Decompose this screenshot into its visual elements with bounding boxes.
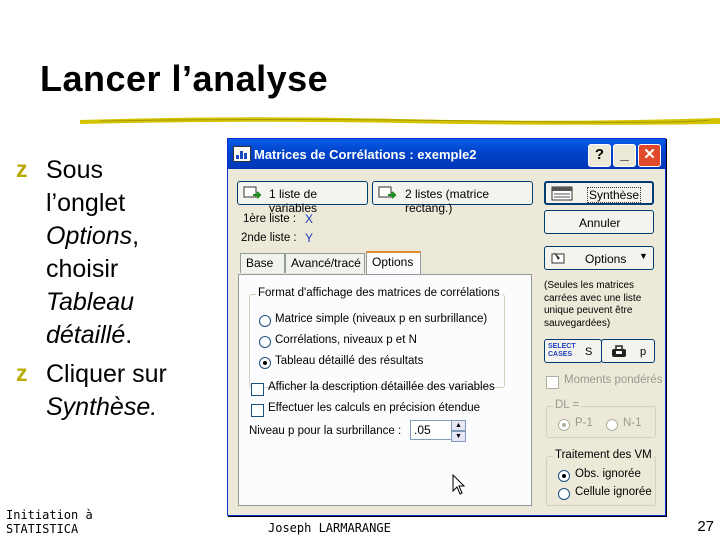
radio-dl-p1[interactable] (558, 419, 570, 431)
select-cases-button[interactable] (544, 339, 602, 363)
save-note-line-1: (Seules les matrices (544, 280, 635, 291)
radio-obs-ignoree[interactable] (558, 470, 570, 482)
bullet-1-line-2: l’onglet (46, 189, 126, 217)
radio-dl-n1[interactable] (606, 419, 618, 431)
summary-icon (551, 186, 573, 201)
save-note (544, 280, 662, 330)
select-cases-s-label: S (585, 346, 593, 358)
checkbox-precision[interactable] (251, 404, 264, 417)
two-lists-button[interactable] (372, 181, 533, 215)
variables-icon (378, 186, 396, 200)
radio-matrice-simple-label: Matrice simple (niveaux p en surbrillance) (275, 313, 488, 325)
checkbox-moments[interactable] (546, 376, 559, 389)
vm-group-title: Traitement des VM (555, 449, 652, 461)
options-tab-panel (238, 274, 532, 506)
minimize-button[interactable]: _ (613, 144, 636, 167)
chart-app-icon (233, 146, 251, 162)
weight-p-label: p (640, 346, 647, 358)
level-label: Niveau p pour la surbrillance : (249, 425, 402, 437)
bullet-list (16, 154, 221, 430)
correlation-dialog (227, 138, 666, 516)
options-button[interactable] (544, 246, 654, 270)
tab-avance[interactable]: Avancé/tracé (285, 253, 365, 273)
tab-base[interactable]: Base (240, 253, 285, 273)
radio-tableau-detaille-label: Tableau détaillé des résultats (275, 355, 424, 367)
list2-label: 2nde liste : (241, 232, 297, 244)
options-label: Options (585, 252, 627, 266)
radio-dl-n1-label: N-1 (623, 417, 642, 429)
one-list-label: 1 liste de variables (269, 187, 318, 215)
title-underline (80, 113, 720, 127)
save-note-line-4: sauvegardées) (544, 317, 611, 329)
help-button[interactable]: ? (588, 144, 611, 167)
bullet-2 (16, 358, 221, 424)
checkbox-description[interactable] (251, 383, 264, 396)
variables-icon (243, 186, 261, 200)
bullet-1-comma: , (132, 222, 140, 250)
bullet-1-period: . (125, 321, 133, 349)
select-cases-line-2: CASES (548, 351, 573, 358)
annuler-label: Annuler (579, 216, 621, 230)
bullet-1-detaille: détaillé (46, 321, 126, 349)
options-icon (551, 251, 567, 265)
format-group (249, 287, 505, 388)
footer-course-line-1: Initiation à (6, 508, 93, 522)
bullet-1 (16, 154, 221, 352)
tab-options[interactable]: Options (366, 251, 421, 274)
dl-group (546, 399, 656, 438)
save-note-line-2: carrées avec une liste (544, 292, 642, 304)
two-lists-label: 2 listes (matrice rectang.) (405, 187, 490, 215)
slide-title: Lancer l’analyse (40, 58, 329, 99)
one-list-button[interactable] (237, 181, 368, 215)
radio-obs-ignoree-label: Obs. ignorée (575, 468, 641, 480)
bullet-2-line-2: Synthèse. (46, 393, 158, 421)
footer-author: Joseph LARMARANGE (268, 521, 391, 535)
close-button[interactable]: ✕ (638, 144, 661, 167)
footer-course (6, 508, 93, 536)
radio-cellule-ignoree[interactable] (558, 488, 570, 500)
format-group-title: Format d'affichage des matrices de corrélations (258, 287, 500, 299)
radio-dl-p1-label: P-1 (575, 417, 593, 429)
level-input[interactable]: .05 (410, 420, 452, 440)
bullet-2-line-1: Cliquer sur (46, 360, 167, 388)
radio-correlations-label: Corrélations, niveaux p et N (275, 334, 417, 346)
list1-label: 1ère liste : (243, 213, 297, 225)
bullet-1-options: Options (46, 222, 133, 250)
spin-up-icon[interactable]: ▲ (451, 420, 466, 431)
bullet-1-line-3 (46, 220, 221, 253)
weight-icon (610, 345, 628, 358)
spin-down-icon[interactable]: ▼ (451, 431, 466, 442)
dl-group-title: DL = (555, 399, 580, 411)
synthese-label: Synthèse (589, 188, 640, 202)
dropdown-arrow-icon: ▼ (639, 251, 648, 261)
list1-value: X (305, 212, 314, 226)
checkbox-moments-label: Moments pondérés (564, 374, 663, 386)
select-cases-line-1: SELECT (548, 343, 576, 350)
radio-matrice-simple[interactable] (259, 315, 271, 327)
vm-group (546, 449, 656, 506)
annuler-button[interactable] (544, 210, 654, 234)
bullet-1-line-5: Tableau (46, 288, 135, 316)
select-cases-icon (548, 343, 576, 359)
checkbox-precision-label: Effectuer les calculs en précision étendue (268, 402, 481, 414)
bullet-1-line-1: Sous (46, 156, 103, 184)
weight-button[interactable] (601, 339, 655, 363)
radio-correlations[interactable] (259, 336, 271, 348)
bullet-z-icon: z (16, 156, 28, 182)
checkbox-description-label: Afficher la description détaillée des variables (268, 381, 495, 393)
synthese-button[interactable] (544, 181, 654, 205)
bullet-1-line-6 (46, 319, 221, 352)
list2-value: Y (305, 231, 314, 245)
mouse-cursor-icon (452, 474, 466, 496)
dialog-title: Matrices de Corrélations : exemple2 (254, 147, 477, 162)
dialog-titlebar[interactable] (228, 139, 665, 169)
save-note-line-3: unique peuvent être (544, 305, 633, 316)
bullet-1-line-4: choisir (46, 255, 119, 283)
radio-tableau-detaille[interactable] (259, 357, 271, 369)
radio-cellule-ignoree-label: Cellule ignorée (575, 486, 652, 498)
footer-course-line-2: STATISTICA (6, 522, 79, 536)
bullet-z-icon: z (16, 360, 28, 386)
page-number: 27 (697, 518, 714, 535)
level-spinner[interactable] (451, 420, 466, 440)
